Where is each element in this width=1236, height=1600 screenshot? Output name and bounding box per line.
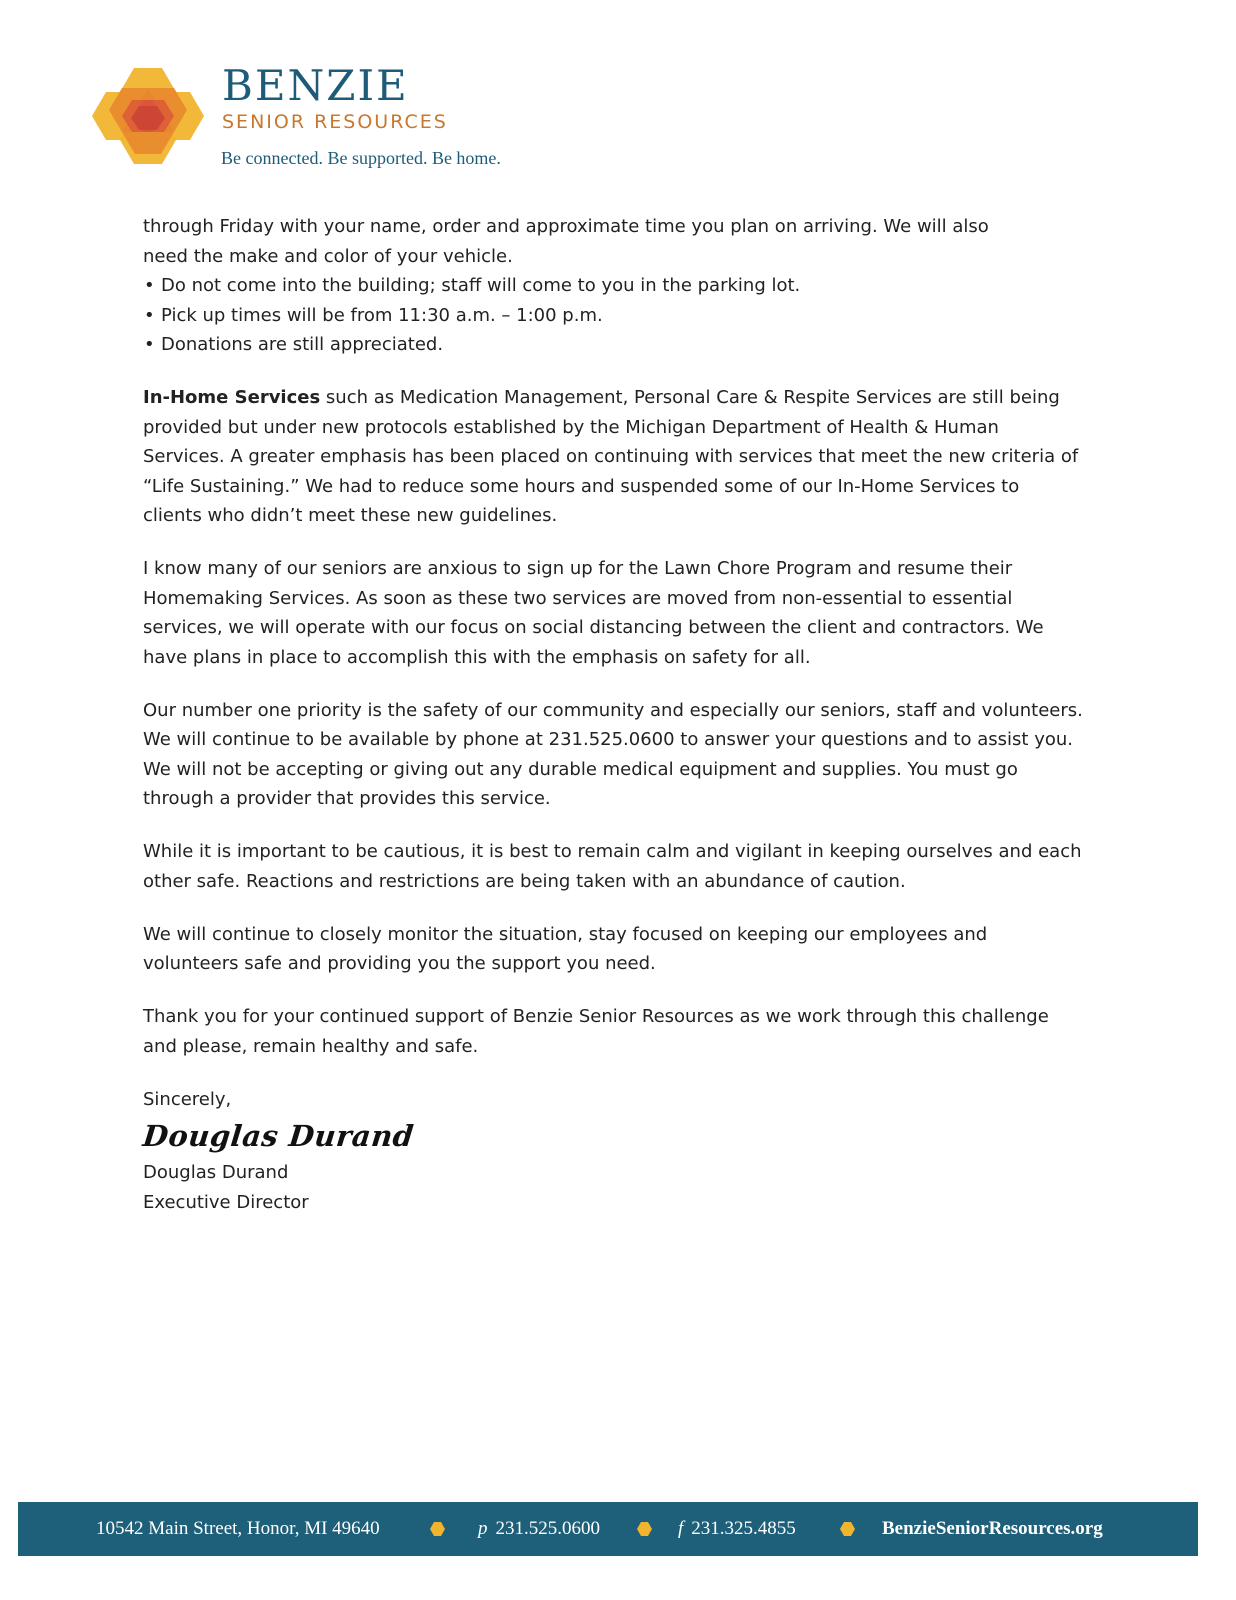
signature: Douglas Durand [141,1119,416,1153]
in-home-services-text: such as Medication Management, Personal Care & Respite Services are still being provided but under new protocols established by the Michigan Department of Health & Human Services. A greater emphasis has been placed on continuing with services that meet the new criteria of “Life Sustaining.” We had to reduce some hours and suspended some of our In-Home Services to clients who didn’t meet these new guidelines. [143,387,1079,526]
footer-bar [18,1502,1198,1556]
salutation: Sincerely, [143,1088,232,1110]
priority-paragraph: Our number one priority is the safety of our community and especially our seniors, staff and volunteers. We will continue to be available by phone at 231.525.0600 to answer your questions and to assist you. We will not be accepting or giving out any durable medical equipment and supplies. You must go through a provider that provides this service. [143,699,1083,809]
thanks-paragraph: Thank you for your continued support of Benzie Senior Resources as we work through this challenge and please, remain healthy and safe. [143,1006,1049,1057]
in-home-services-paragraph [143,383,1083,531]
footer-phone [478,1518,600,1540]
bullet-item: • Donations are still appreciated. [143,330,1083,360]
phone-number: 231.525.0600 [495,1518,600,1539]
brand-name: BENZIE [222,61,409,110]
footer-contact [18,1502,1198,1556]
in-home-services-heading: In-Home Services [143,387,321,408]
hexagon-bullet-icon [840,1522,855,1536]
fax-prefix: f [678,1518,684,1539]
signer-title: Executive Director [143,1191,309,1213]
fax-number: 231.325.4855 [691,1518,796,1539]
pickup-bullet-list [143,271,1083,360]
closing-block [143,1085,1083,1218]
signer-name: Douglas Durand [143,1162,289,1183]
monitor-paragraph: We will continue to closely monitor the situation, stay focused on keeping our employees and volunteers safe and providing you the support you need. [143,923,988,974]
footer-website-link[interactable]: BenzieSeniorResources.org [882,1518,1103,1539]
intro-line: through Friday with your name, order and approximate time you plan on arriving. We will also [143,216,989,237]
brand-tagline: Be connected. Be supported. Be home. [221,148,501,168]
hexagon-bullet-icon [637,1522,652,1536]
intro-paragraph [143,212,1083,271]
honeycomb-hexagon-logo [92,66,204,166]
phone-prefix: p [478,1518,488,1539]
letter-body [143,212,1083,1217]
lawn-chore-paragraph: I know many of our seniors are anxious to sign up for the Lawn Chore Program and resume their Homemaking Services. As soon as these two services are moved from non-essential to essential services, we will operate with our focus on social distancing between the client and contractors. We have plans in place to accomplish this with the emphasis on safety for all. [143,558,1044,668]
footer-address: 10542 Main Street, Honor, MI 49640 [96,1518,380,1539]
brand-subtitle: SENIOR RESOURCES [222,111,448,133]
caution-paragraph: While it is important to be cautious, it is best to remain calm and vigilant in keeping ourselves and each other safe. Reactions and restrictions are being taken with an abundance of caution. [143,841,1082,892]
bullet-item: • Pick up times will be from 11:30 a.m. – 1:00 p.m. [143,301,1083,331]
letterhead [92,62,552,182]
bullet-item: • Do not come into the building; staff will come to you in the parking lot. [143,271,1083,301]
intro-line: need the make and color of your vehicle. [143,245,513,267]
hexagon-bullet-icon [430,1522,445,1536]
footer-fax [678,1518,796,1540]
